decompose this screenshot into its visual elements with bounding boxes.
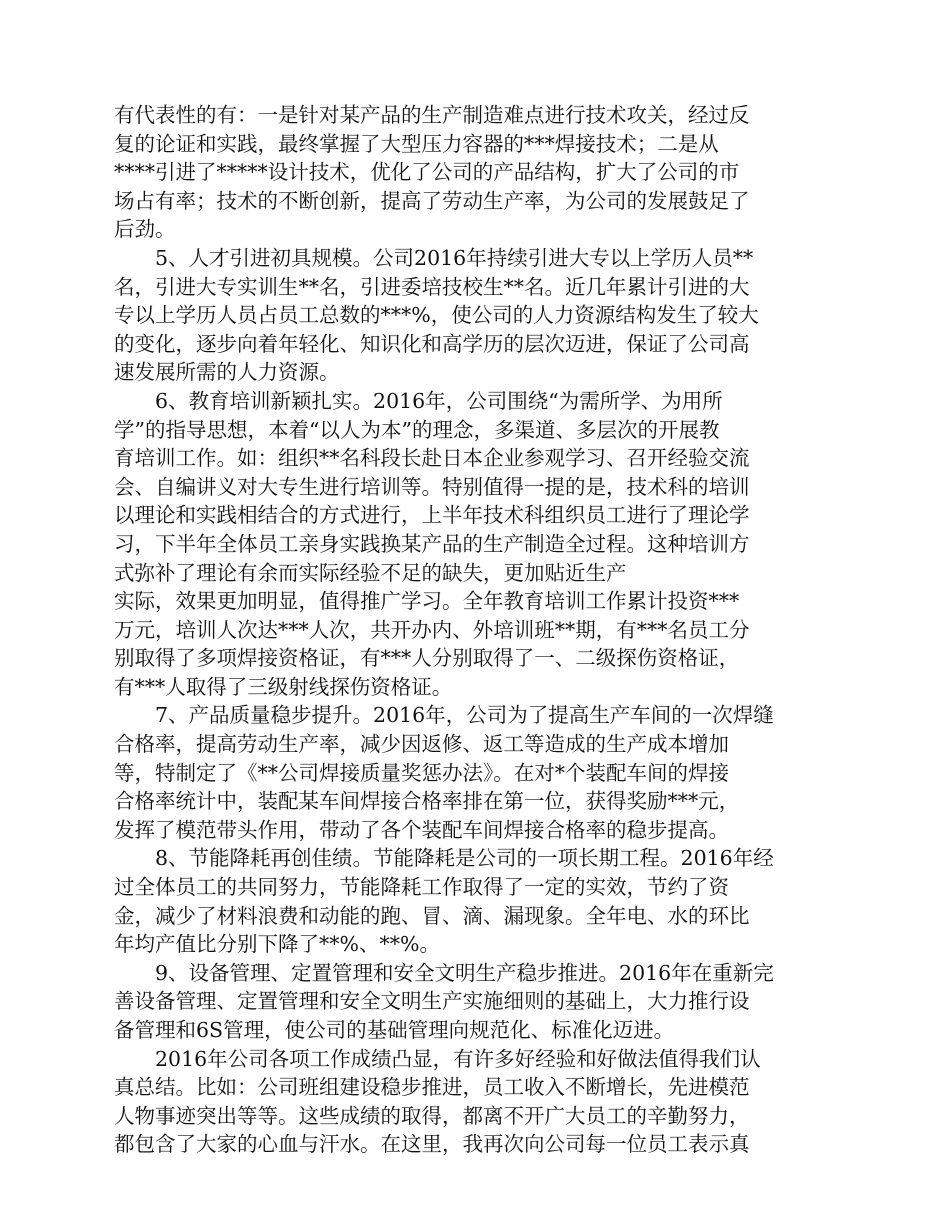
text-line: 等，特制定了《**公司焊接质量奖惩办法》。在对*个装配车间的焊接: [114, 760, 729, 785]
text-line: 过全体员工的共同努力，节能降耗工作取得了一定的实效，节约了资: [114, 875, 729, 900]
text-line: 式弥补了理论有余而实际经验不足的缺失，更加贴近生产: [114, 560, 627, 585]
text-line: 学”的指导思想，本着“以人为本”的理念，多渠道、多层次的开展教: [114, 417, 720, 442]
text-line: 场占有率；技术的不断创新，提高了劳动生产率，为公司的发展鼓足了: [114, 188, 750, 213]
text-line: 复的论证和实践，最终掌握了大型压力容器的***焊接技术；二是从: [114, 131, 719, 156]
text-line: 速发展所需的人力资源。: [114, 360, 340, 385]
text-line: 的变化，逐步向着年轻化、知识化和高学历的层次迈进，保证了公司高: [114, 331, 750, 356]
text-line: 实际，效果更加明显，值得推广学习。全年教育培训工作累计投资***: [114, 589, 740, 614]
text-line: 合格率统计中，装配某车间焊接合格率排在第一位，获得奖励***元，: [114, 789, 740, 814]
text-line: 备管理和6S管理，使公司的基础管理向规范化、标准化迈进。: [114, 1018, 675, 1042]
text-line: 名，引进大专实训生**名，引进委培技校生**名。近几年累计引进的大: [114, 274, 750, 299]
paragraph-7-heading-line: 7、产品质量稳步提升。2016年，公司为了提高生产车间的一次焊缝: [114, 703, 774, 728]
paragraph-9-heading-line: 9、设备管理、定置管理和安全文明生产稳步推进。2016年在重新完: [114, 960, 774, 985]
text-line: 发挥了模范带头作用，带动了各个装配车间焊接合格率的稳步提高。: [114, 817, 729, 842]
text-line: 善设备管理、定置管理和安全文明生产实施细则的基础上，大力推行设: [114, 989, 750, 1014]
text-line: 年均产值比分别下降了**%、**%。: [114, 932, 440, 957]
text-line: 真总结。比如：公司班组建设稳步推进，员工收入不断增长，先进模范: [114, 1075, 750, 1100]
text-line: ****引进了*****设计技术，优化了公司的产品结构，扩大了公司的市: [114, 160, 740, 185]
text-line: 会、自编讲义对大专生进行培训等。特别值得一提的是，技术科的培训: [114, 474, 750, 499]
text-line: 以理论和实践相结合的方式进行，上半年技术科组织员工进行了理论学: [114, 503, 750, 528]
text-line: 有***人取得了三级射线探伤资格证。: [114, 674, 453, 699]
text-line: 育培训工作。如：组织**名科段长赴日本企业参观学习、召开经验交流: [114, 446, 750, 471]
text-line: 人物事迹突出等等。这些成绩的取得，都离不开广大员工的辛勤努力，: [114, 1103, 750, 1128]
paragraph-8-heading-line: 8、节能降耗再创佳绩。节能降耗是公司的一项长期工程。2016年经: [114, 846, 774, 871]
text-line: 别取得了多项焊接资格证，有***人分别取得了一、二级探伤资格证，: [114, 646, 740, 671]
document-body: [114, 101, 838, 1159]
summary-paragraph-line: 2016年公司各项工作成绩凸显，有许多好经验和好做法值得我们认: [114, 1046, 761, 1071]
text-line: 金，减少了材料浪费和动能的跑、冒、滴、漏现象。全年电、水的环比: [114, 903, 750, 928]
text-line: 后劲。: [114, 217, 176, 242]
paragraph-5-heading-line: 5、人才引进初具规模。公司2016年持续引进大专以上学历人员**: [114, 245, 754, 270]
text-line: 万元，培训人次达***人次，共开办内、外培训班**期，有***名员工分: [114, 617, 750, 642]
text-line: 合格率，提高劳动生产率，减少因返修、返工等造成的生产成本增加: [114, 732, 729, 757]
text-line: 都包含了大家的心血与汗水。在这里，我再次向公司每一位员工表示真: [114, 1132, 750, 1157]
text-line: 习，下半年全体员工亲身实践换某产品的生产制造全过程。这种培训方: [114, 531, 750, 556]
text-line: 有代表性的有：一是针对某产品的生产制造难点进行技术攻关，经过反: [114, 103, 750, 127]
text-line: 专以上学历人员占员工总数的***%，使公司的人力资源结构发生了较大: [114, 303, 759, 328]
paragraph-6-heading-line: 6、教育培训新颖扎实。2016年，公司围绕“为需所学、为用所: [114, 388, 723, 413]
